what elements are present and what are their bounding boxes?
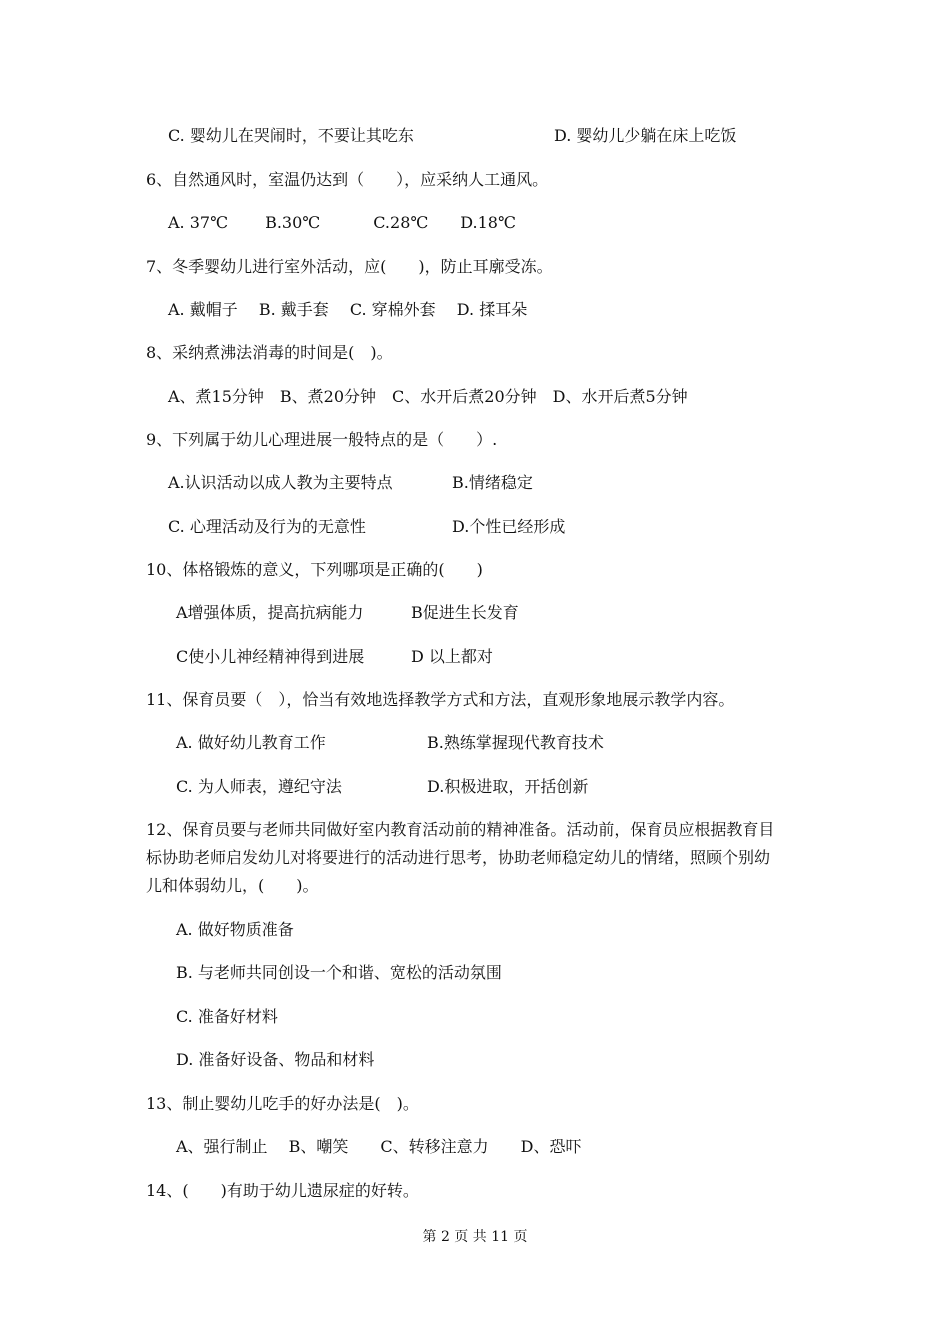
q11-question: 11、保育员要（ ），恰当有效地选择教学方式和方法，直观形象地展示教学内容。 — [146, 690, 735, 709]
q10-option-d: D 以上都对 — [411, 647, 493, 666]
q11-option-a: A. 做好幼儿教育工作 — [176, 733, 326, 752]
q6-options: A. 37℃ B.30℃ C.28℃ D.18℃ — [168, 213, 516, 232]
q12-option-b: B. 与老师共同创设一个和谐、宽松的活动氛围 — [176, 963, 502, 982]
q12-question-line-2: 标协助老师启发幼儿对将要进行的活动进行思考，协助老师稳定幼儿的情绪，照顾个别幼 — [146, 848, 771, 867]
q13-question: 13、制止婴幼儿吃手的好办法是( )。 — [146, 1094, 419, 1113]
q6-question: 6、自然通风时，室温仍达到（ ），应采纳人工通风。 — [146, 170, 549, 189]
q12-question-line-3: 儿和体弱幼儿，( )。 — [146, 876, 319, 895]
page-number: 第 2 页 共 11 页 — [422, 1229, 528, 1245]
q9-question: 9、下列属于幼儿心理进展一般特点的是（ ）. — [146, 430, 498, 449]
q8-question: 8、采纳煮沸法消毒的时间是( )。 — [146, 343, 393, 362]
q14-question: 14、( )有助于幼儿遗尿症的好转。 — [146, 1181, 419, 1200]
q12-question-line-1: 12、保育员要与老师共同做好室内教育活动前的精神准备。活动前，保育员应根据教育目 — [146, 820, 775, 839]
q5-option-c: C. 婴幼儿在哭闹时，不要让其吃东 — [168, 126, 414, 145]
q9-option-a: A.认识活动以成人教为主要特点 — [168, 473, 393, 492]
q12-option-d: D. 准备好设备、物品和材料 — [176, 1050, 375, 1069]
q7-options: A. 戴帽子 B. 戴手套 C. 穿棉外套 D. 揉耳朵 — [168, 300, 528, 319]
q10-question: 10、体格锻炼的意义，下列哪项是正确的( ) — [146, 560, 483, 579]
q9-option-b: B.情绪稳定 — [452, 473, 533, 492]
q7-question: 7、冬季婴幼儿进行室外活动，应( )，防止耳廓受冻。 — [146, 257, 553, 276]
q12-option-c: C. 准备好材料 — [176, 1007, 278, 1026]
q9-option-d: D.个性已经形成 — [452, 517, 566, 536]
q11-option-c: C. 为人师表，遵纪守法 — [176, 777, 342, 796]
q10-option-a: A增强体质，提高抗病能力 — [176, 603, 364, 622]
q12-option-a: A. 做好物质准备 — [176, 920, 294, 939]
q11-option-b: B.熟练掌握现代教育技术 — [427, 733, 604, 752]
q5-option-d: D. 婴幼儿少躺在床上吃饭 — [554, 126, 737, 145]
q13-options: A、强行制止 B、嘲笑 C、转移注意力 D、恐吓 — [176, 1137, 582, 1156]
q8-options: A、煮15分钟 B、煮20分钟 C、水开后煮20分钟 D、水开后煮5分钟 — [168, 387, 688, 406]
q10-option-b: B促进生长发育 — [411, 603, 519, 622]
q10-option-c: C使小儿神经精神得到进展 — [176, 647, 365, 666]
q11-option-d: D.积极进取，开括创新 — [427, 777, 589, 796]
q9-option-c: C. 心理活动及行为的无意性 — [168, 517, 366, 536]
